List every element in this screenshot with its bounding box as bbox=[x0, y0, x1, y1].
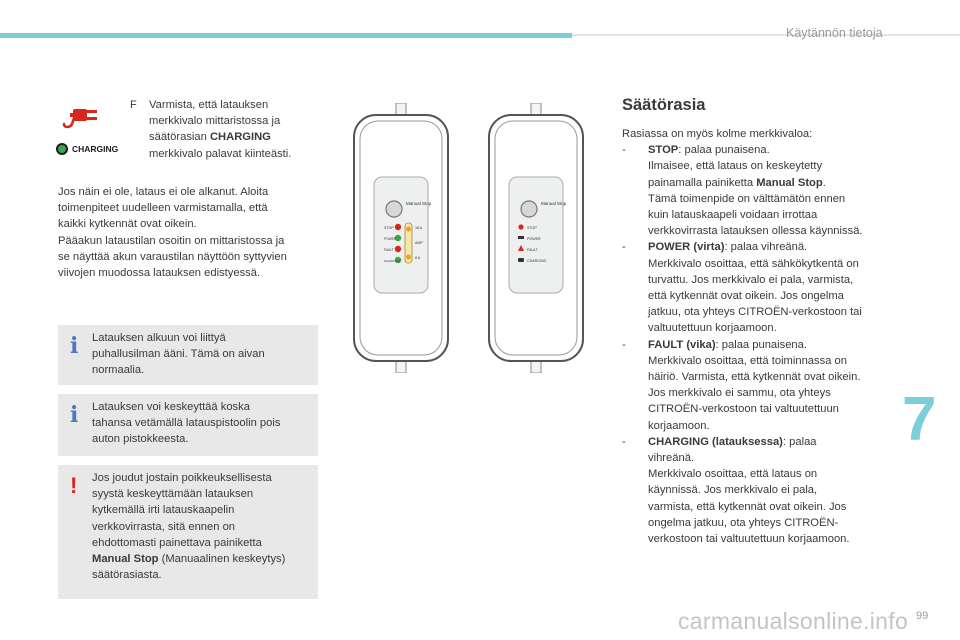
svg-text:16 A: 16 A bbox=[415, 226, 423, 230]
header-accent-bar bbox=[0, 33, 572, 38]
info-note-box: i Latauksen voi keskeyttää koska tahansa vetämällä latauspistoolin pois auton pistokkeesta. bbox=[58, 394, 318, 456]
info-icon: i bbox=[70, 402, 79, 428]
list-item-stop: - STOP: palaa punaisena. Ilmaisee, että lataus on keskeytetty painamalla painiketta Manual Stop. Tämä toimenpide on välttämätön ennen kuin latauskaapeli voidaan irrottaa verkkovirrasta latauksen ollessa käynnissä. bbox=[622, 144, 863, 238]
svg-text:FAULT: FAULT bbox=[384, 248, 394, 252]
bullet-line: Varmista, että latauksen bbox=[149, 99, 269, 111]
bullet-arrow-icon: F bbox=[130, 99, 137, 111]
svg-text:POWER: POWER bbox=[527, 237, 541, 241]
svg-text:CHARGING: CHARGING bbox=[384, 259, 401, 263]
section-title: Säätörasia bbox=[622, 96, 706, 114]
warning-note-box: ! Jos joudut jostain poikkeuksellisesta syystä keskeyttämään latauksen kytkemällä irti latauskaapelin verkkovirrasta, sitä ennen on ehdottomasti painettava painiketta Manual Stop (Manuaalinen keskeytys) säätörasiasta. bbox=[58, 465, 318, 599]
list-item-power: - POWER (virta): palaa vihreänä. Merkkivalo osoittaa, että sähkökytkentä on turvattu. Jos merkkivalo ei pala, varmista, että kytkennät ovat oikein. Jos ongelma jatkuu, ota yhteys CITROËN-verkostoon tai valtuutettuun korjaamoon. bbox=[622, 241, 862, 335]
manual-stop-label: Manual Stop bbox=[541, 201, 567, 206]
page-header-title: Käytännön tietoja bbox=[786, 26, 883, 40]
svg-text:FAULT: FAULT bbox=[527, 248, 538, 252]
charging-badge-label: CHARGING bbox=[72, 144, 119, 154]
list-item-fault: - FAULT (vika): palaa punaisena. Merkkivalo osoittaa, että toiminnassa on häiriö. Varmista, että kytkennät ovat oikein. Jos merkkivalo ei sammu, ota yhteys CITROËN-verkostoon tai valtuutettuun korjaamoon. bbox=[622, 338, 861, 432]
list-item-charging: - CHARGING (latauksessa): palaa vihreänä. Merkkivalo osoittaa, että lataus on käynnissä. Jos merkkivalo ei pala, varmista, että kytkennät ovat oikein. Jos ongelma jatkuu, ota yhteys CITROËN- verkostoon tai valtuutettuun korjaamoon. bbox=[622, 435, 850, 546]
svg-text:CHARGING: CHARGING bbox=[527, 259, 547, 263]
page-number: 99 bbox=[916, 610, 929, 622]
svg-text:STOP: STOP bbox=[384, 226, 394, 230]
watermark: carmanualsonline.info bbox=[678, 608, 909, 634]
chapter-number: 7 bbox=[902, 385, 937, 454]
bullet-line: merkkivalo mittaristossa ja bbox=[149, 115, 281, 128]
svg-text:8 A: 8 A bbox=[415, 256, 421, 260]
intro-text: Rasiassa on myös kolme merkkivaloa: bbox=[622, 128, 813, 140]
svg-text:POWER: POWER bbox=[384, 237, 397, 241]
manual-stop-label: Manual Stop bbox=[406, 201, 432, 206]
charging-plug-icon bbox=[60, 100, 104, 130]
control-box-illustration bbox=[487, 103, 585, 373]
header-divider bbox=[572, 34, 960, 36]
info-note-box: i Latauksen alkuun voi liittyä puhallusilman ääni. Tämä on aivan normaalia. bbox=[58, 325, 318, 385]
bullet-line: merkkivalo palavat kiinteästi. bbox=[149, 147, 292, 160]
info-icon: i bbox=[70, 333, 79, 359]
svg-text:STOP: STOP bbox=[527, 226, 537, 230]
charging-status-paragraph: Jos näin ei ole, lataus ei ole alkanut. Aloita toimenpiteet uudelleen varmistamalla, että kaikki kytkennät ovat oikein. Pääakun lataustilan osoitin on mittaristossa ja se näyttää akun varaustilan näyttöön syttyvien viivojen muodossa latauksen edistyessä. bbox=[58, 186, 287, 280]
charging-light-icon bbox=[56, 143, 68, 155]
bullet-line: säätörasian CHARGING bbox=[149, 131, 271, 144]
indicator-list bbox=[622, 126, 892, 547]
charging-indicator-badge bbox=[56, 141, 128, 157]
svg-text:AMP: AMP bbox=[415, 241, 423, 245]
warning-icon: ! bbox=[70, 473, 78, 498]
control-box-illustration-amp bbox=[352, 103, 450, 373]
